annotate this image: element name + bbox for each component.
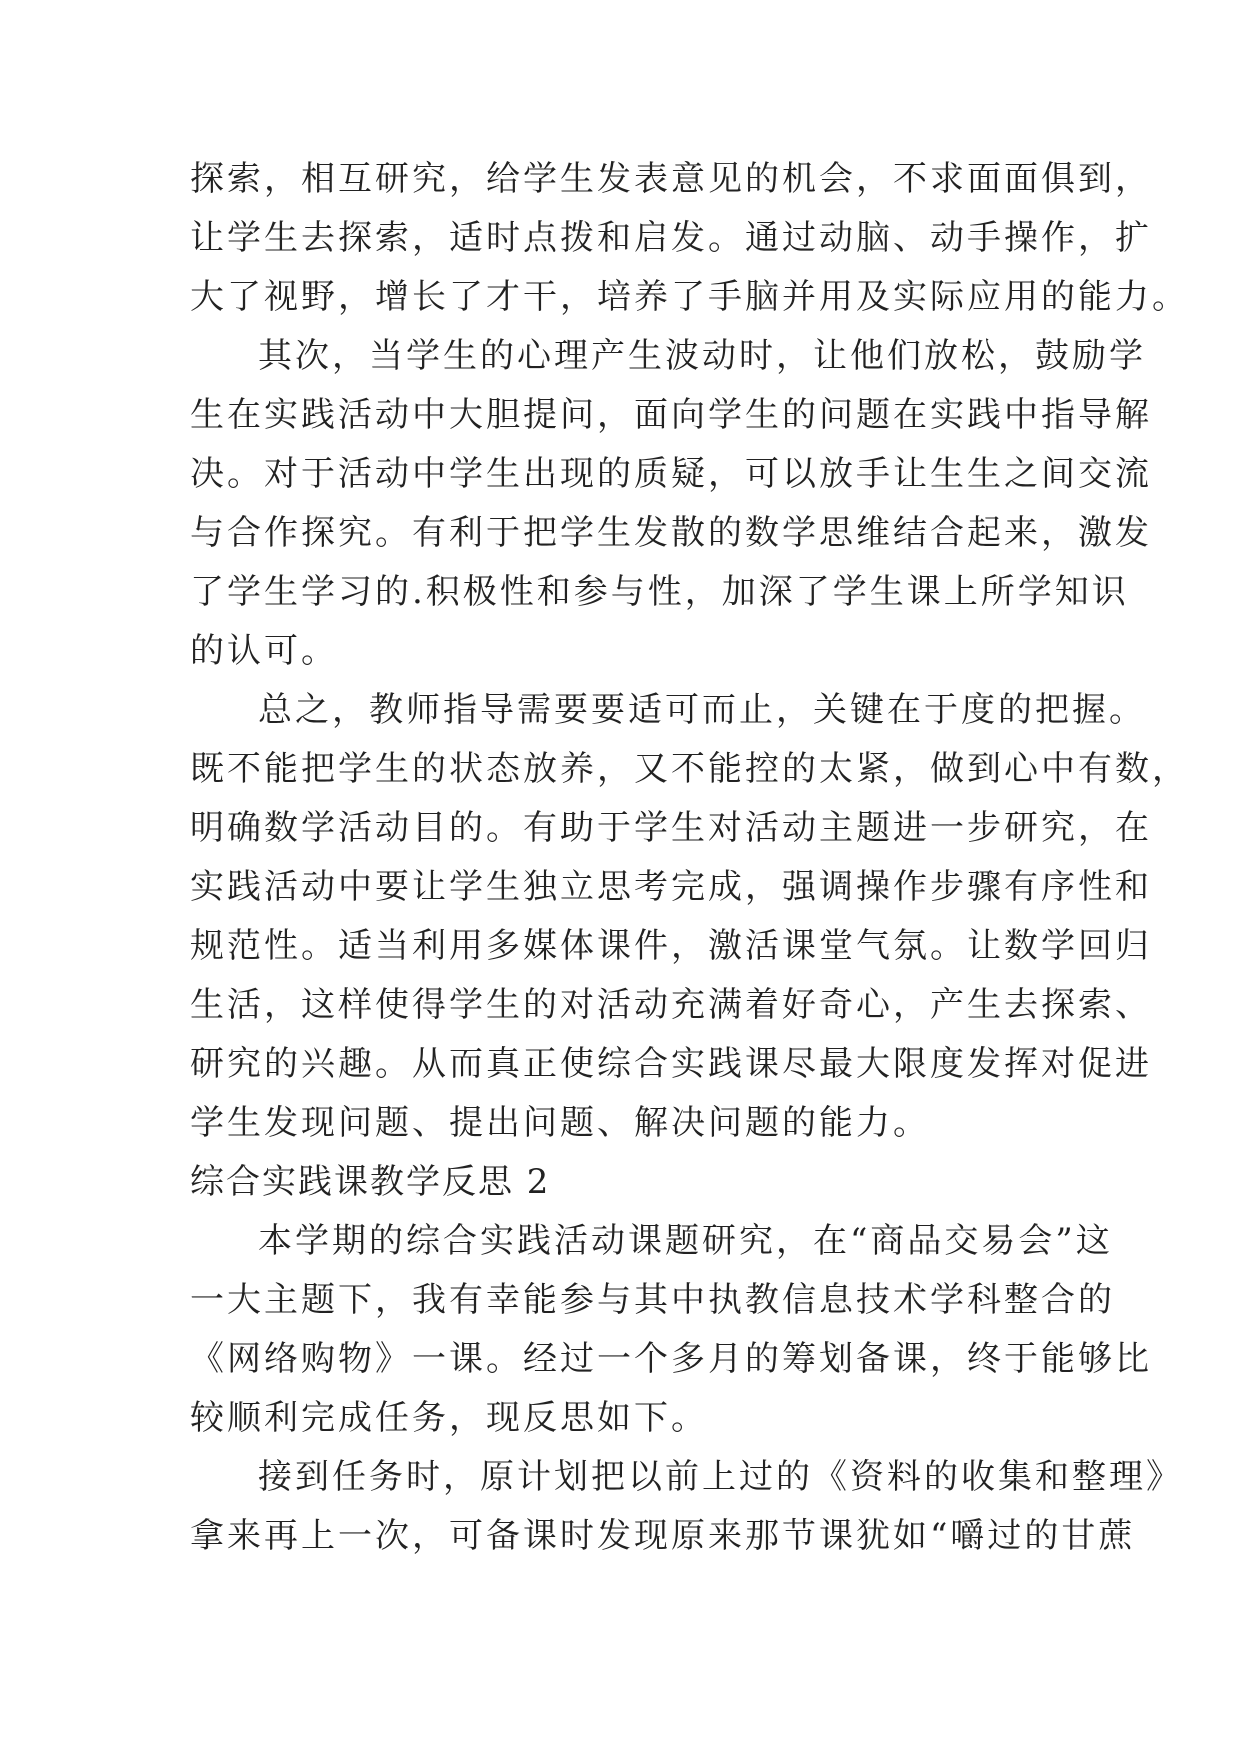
paragraph-line: 总之，教师指导需要要适可而止，关键在于度的把握。 [258,690,1146,730]
paragraph-line: 探索，相互研究，给学生发表意见的机会，不求面面俱到， [190,159,1152,199]
paragraph-line: 学生发现问题、提出问题、解决问题的能力。 [190,1103,930,1143]
paragraph-line: 明确数学活动目的。有助于学生对活动主题进一步研究，在 [190,808,1152,848]
document-body [190,150,1189,1566]
paragraph-line: 拿来再上一次，可备课时发现原来那节课犹如“嚼过的甘蔗 [190,1516,1136,1556]
paragraph-line: 研究的兴趣。从而真正使综合实践课尽最大限度发挥对促进 [190,1044,1152,1084]
paragraph-line: 让学生去探索，适时点拨和启发。通过动脑、动手操作，扩 [190,218,1152,258]
paragraph-line: 与合作探究。有利于把学生发散的数学思维结合起来，激发 [190,513,1152,553]
paragraph-line: 规范性。适当利用多媒体课件，激活课堂气氛。让数学回归 [190,926,1152,966]
paragraph-line: 接到任务时，原计划把以前上过的《资料的收集和整理》 [258,1457,1183,1497]
paragraph-line: 《网络购物》一课。经过一个多月的筹划备课，终于能够比 [190,1339,1152,1379]
paragraph-line: 了学生学习的.积极性和参与性，加深了学生课上所学知识 [190,572,1129,612]
paragraph-line: 生活，这样使得学生的对活动充满着好奇心，产生去探索、 [190,985,1152,1025]
paragraph-line: 的认可。 [190,631,338,671]
paragraph-line: 生在实践活动中大胆提问，面向学生的问题在实践中指导解 [190,395,1152,435]
paragraph-line: 较顺利完成任务，现反思如下。 [190,1398,708,1438]
paragraph-line: 既不能把学生的状态放养，又不能控的太紧，做到心中有数， [190,749,1189,789]
section-heading: 综合实践课教学反思 2 [190,1162,551,1202]
paragraph-line: 大了视野，增长了才干，培养了手脑并用及实际应用的能力。 [190,277,1189,317]
paragraph-line: 一大主题下，我有幸能参与其中执教信息技术学科整合的 [190,1280,1115,1320]
paragraph-line: 本学期的综合实践活动课题研究，在“商品交易会”这 [258,1221,1113,1261]
paragraph-line: 实践活动中要让学生独立思考完成，强调操作步骤有序性和 [190,867,1152,907]
paragraph-line: 其次，当学生的心理产生波动时，让他们放松，鼓励学 [258,336,1146,376]
paragraph-line: 决。对于活动中学生出现的质疑，可以放手让生生之间交流 [190,454,1152,494]
